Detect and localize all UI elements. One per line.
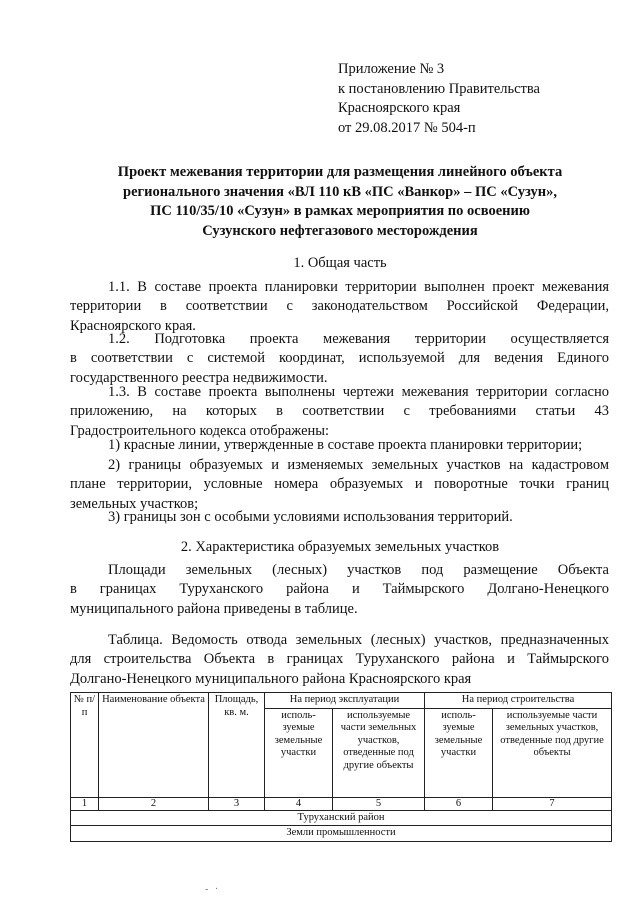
table-cell: 6 <box>425 797 493 810</box>
col-header-used-plots: исполь-зуемые земельные участки <box>265 708 333 797</box>
table-row <box>71 826 612 842</box>
allotment-table <box>70 692 612 842</box>
text-line: плане территории, условные номера образуемых и поворотные точки границ <box>70 476 609 493</box>
col-header-used-parts-build: используемые части земельных участков, отведенные под другие объекты <box>493 708 612 797</box>
section-heading-characteristics: 2. Характеристика образуемых земельных участков <box>180 539 500 555</box>
col-header-name: Наименование объекта <box>99 693 209 798</box>
title-line: ПС 110/35/10 «Сузун» в рамках мероприятия по освоению <box>150 203 530 219</box>
table-caption <box>70 631 609 689</box>
table-header-row <box>71 693 612 709</box>
text-line: муниципального района приведены в таблице. <box>70 600 358 617</box>
text-line: 1.3. В составе проекта выполнены чертежи межевания территории согласно <box>108 384 609 400</box>
appendix-line: Красноярского края <box>338 100 461 116</box>
paragraph-areas <box>70 561 609 619</box>
list-item-boundaries <box>70 456 609 514</box>
title-line: регионального значения «ВЛ 110 кВ «ПС «Ванкор» – ПС «Сузун», <box>123 183 557 200</box>
text-line: земельных участков; <box>70 495 199 512</box>
table-cell: 4 <box>265 797 333 810</box>
text-line: государственного реестра недвижимости. <box>70 369 328 386</box>
list-item-red-lines <box>70 436 609 455</box>
paragraph-1-2 <box>70 330 609 388</box>
col-header-construction: На период строительства <box>425 693 612 709</box>
text-line: 1) красные линии, утвержденные в составе проекта планировки территории; <box>108 437 583 453</box>
col-header-number: № п/п <box>71 693 99 798</box>
text-line: приложению, на которых в соответствии с требованиями статьи 43 <box>70 403 609 420</box>
col-header-used-plots-build: исполь-зуемые земельные участки <box>425 708 493 797</box>
section-heading-general: 1. Общая часть <box>293 255 387 271</box>
col-header-used-parts: используемые части земельных участков, отведенные под другие объекты <box>333 708 425 797</box>
paragraph-1-3 <box>70 383 609 441</box>
text-line: Таблица. Ведомость отвода земельных (лесных) участков, предназначенных <box>108 632 609 648</box>
scan-artifact: - · <box>205 884 221 895</box>
text-line: Долгано-Ненецкого муниципального района Красноярского края <box>70 670 472 687</box>
text-line: 1.1. В составе проекта планировки территории выполнен проект межевания <box>108 279 609 295</box>
title-line: Сузунского нефтегазового месторождения <box>202 222 478 239</box>
paragraph-1-1 <box>70 278 609 336</box>
col-header-exploitation: На период эксплуатации <box>265 693 425 709</box>
text-line: 2) границы образуемых и изменяемых земельных участков на кадастровом <box>108 457 609 473</box>
text-line: территории в соответствии с законодательством Российской Федерации, <box>70 298 609 315</box>
text-line: Градостроительного кодекса отображены: <box>70 422 330 439</box>
appendix-line: от 29.08.2017 № 504-п <box>338 119 476 136</box>
table-row <box>71 810 612 826</box>
text-line: в соответствии с системой координат, используемой для ведения Единого <box>70 350 609 367</box>
table-cell: 1 <box>71 797 99 810</box>
appendix-block <box>338 60 540 138</box>
table-cell: 5 <box>333 797 425 810</box>
table-cell-land-category: Земли промышленности <box>71 826 612 842</box>
text-line: для строительства Объекта в границах Туруханского района и Таймырского <box>70 651 609 668</box>
text-line: 3) границы зон с особыми условиями использования территорий. <box>108 509 513 525</box>
table-cell: 7 <box>493 797 612 810</box>
table-number-row <box>71 797 612 810</box>
text-line: Красноярского края. <box>70 317 196 334</box>
text-line: в границах Туруханского района и Таймырского Долгано-Ненецкого <box>70 581 609 598</box>
text-line: Площади земельных (лесных) участков под размещение Объекта <box>108 562 609 578</box>
text-line: 1.2. Подготовка проекта межевания территории осуществляется <box>108 331 609 347</box>
table-cell-district: Туруханский район <box>71 810 612 826</box>
document-title <box>70 163 610 241</box>
table-cell: 3 <box>209 797 265 810</box>
table-cell: 2 <box>99 797 209 810</box>
list-item-zones <box>70 508 609 527</box>
appendix-line: к постановлению Правительства <box>338 80 540 97</box>
title-line: Проект межевания территории для размещения линейного объекта <box>117 164 563 180</box>
col-header-area: Площадь, кв. м. <box>209 693 265 798</box>
appendix-line: Приложение № 3 <box>338 61 445 77</box>
